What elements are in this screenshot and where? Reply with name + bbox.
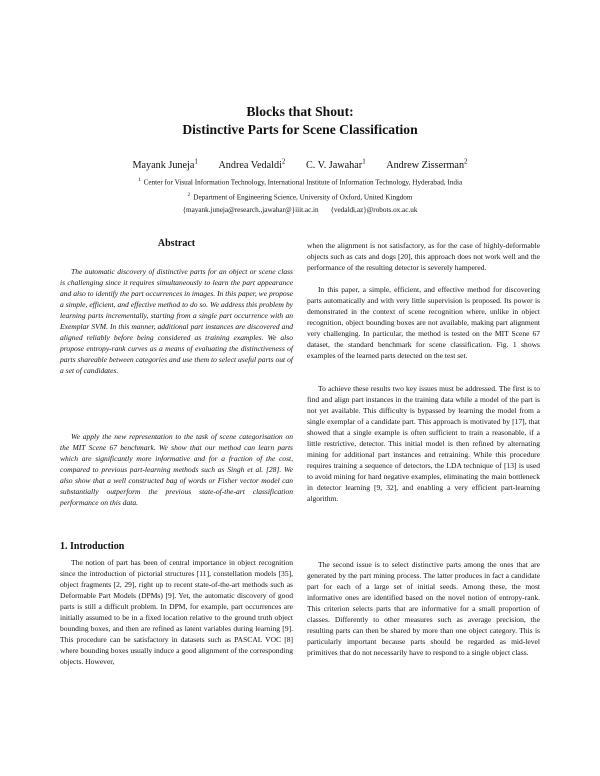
paper-title-line-2: Distinctive Parts for Scene Classification — [182, 122, 418, 137]
body-paragraph: The notion of part has been of central importance in object recognition since the introduction of pictorial structures [11], constellation models [35], object fragments [2, 29], right up to recent state-of-the-art methods such as Deformable Part Models (DPMs) [9]. Yet, the automatic discovery of good parts is still a difficult problem. In DPM, for example, part occurrences are initially assumed to be in a fixed location relative to the ground truth object bounding boxes, and then are refined as latent variables during learning [9]. This procedure can be satisfactory in datasets such as PASCAL VOC [8] where bounding boxes usually induce a good alignment of the corresponding objects. However, — [60, 558, 293, 667]
email-line — [0, 206, 600, 215]
author-list — [0, 156, 600, 172]
body-paragraph: In this paper, a simple, efficient, and effective method for discovering parts automatically and with very little supervision is proposed. Its power is demonstrated in the context of scene recognition where, unlike in object recognition, object bounding boxes are not available, making part alignment very challenging. In particular, the method is tested on the MIT Scene 67 dataset, the standard benchmark for scene classification. Fig. 1 shows examples of the learned parts detected on the test set. — [307, 285, 540, 361]
email: {vedaldi,az}@robots.ox.ac.uk — [330, 206, 418, 214]
body-paragraph: when the alignment is not satisfactory, as for the case of highly-deformable objects such as cats and dogs [20], this approach does not work well and the performance of the resulting detector is severely hampered. — [307, 241, 540, 273]
abstract-paragraph: We apply the new representation to the task of scene categorisation on the MIT Scene 67 benchmark. We show that our method can learn parts which are significantly more informative and for a fraction of the cost, compared to previous part-learning methods such as Singh et al. [28]. We also show that a well constructed bag of words or Fisher vector model can substantially outperform the previous state-of-the-art classification performance on this data. — [60, 432, 293, 508]
affiliation: $^1$ Center for Visual Information Technology, International Institute of Information Technology, Hyderabad, India — [137, 177, 463, 187]
author: Andrea Vedaldi$^2$ — [218, 158, 286, 172]
abstract-heading: Abstract — [157, 238, 196, 249]
abstract-paragraph: The automatic discovery of distinctive parts for an object or scene class is challenging since it requires simultaneously to learn the part appearance and also to identify the part occurrences in images. In this paper, we propose a simple, efficient, and effective method to do so. We address this problem by learning parts incrementally, starting from a single part occurrence with an Exemplar SVM. In this manner, additional part instances are discovered and aligned reliably before being considered as training examples. We also propose entropy-rank curves as a means of evaluating the distinctiveness of parts shareable between categories and use them to select useful parts out of a set of candidates. — [60, 267, 293, 376]
author: Mayank Juneja$^1$ — [132, 158, 198, 172]
paper-title-line-1: Blocks that Shout: — [246, 104, 354, 119]
body-paragraph: To achieve these results two key issues must be addressed. The first is to find and align part instances in the training data while a model of the part is not yet available. This difficulty is bypassed by learning the model from a single exemplar of a candidate part. This approach is motivated by [17], that showed that a single example is often sufficient to train a reasonable, if a little restrictive, detector. This initial model is then refined by alternating mining for additional part instances and retraining. While this procedure requires training a sequence of detectors, the LDA technique of [13] is used to avoid mining for hard negative examples, eliminating the main bottleneck in detector learning [9, 32], and enabling a very efficient part-learning algorithm. — [307, 384, 540, 504]
body-paragraph: The second issue is to select distinctive parts among the ones that are generated by the part mining process. The latter produces in fact a candidate part for each of a large set of initial seeds. Among these, the most informative ones are identified based on the novel notion of entropy-rank. This criterion selects parts that are informative for a small proportion of classes. Differently to other measures such as average precision, the resulting parts can then be shared by more than one object category. This is particularly important because parts should be regarded as mid-level primitives that do not necessarily have to respond to a single object class. — [307, 560, 540, 658]
email: {mayank.juneja@research.,jawahar@}iiit.ac.in — [182, 206, 319, 214]
affiliation: $^2$ Department of Engineering Science, University of Oxford, United Kingdom — [187, 192, 413, 202]
author: Andrew Zisserman$^2$ — [386, 158, 468, 172]
introduction-heading: 1. Introduction — [60, 541, 125, 552]
author: C. V. Jawahar$^1$ — [305, 158, 366, 172]
